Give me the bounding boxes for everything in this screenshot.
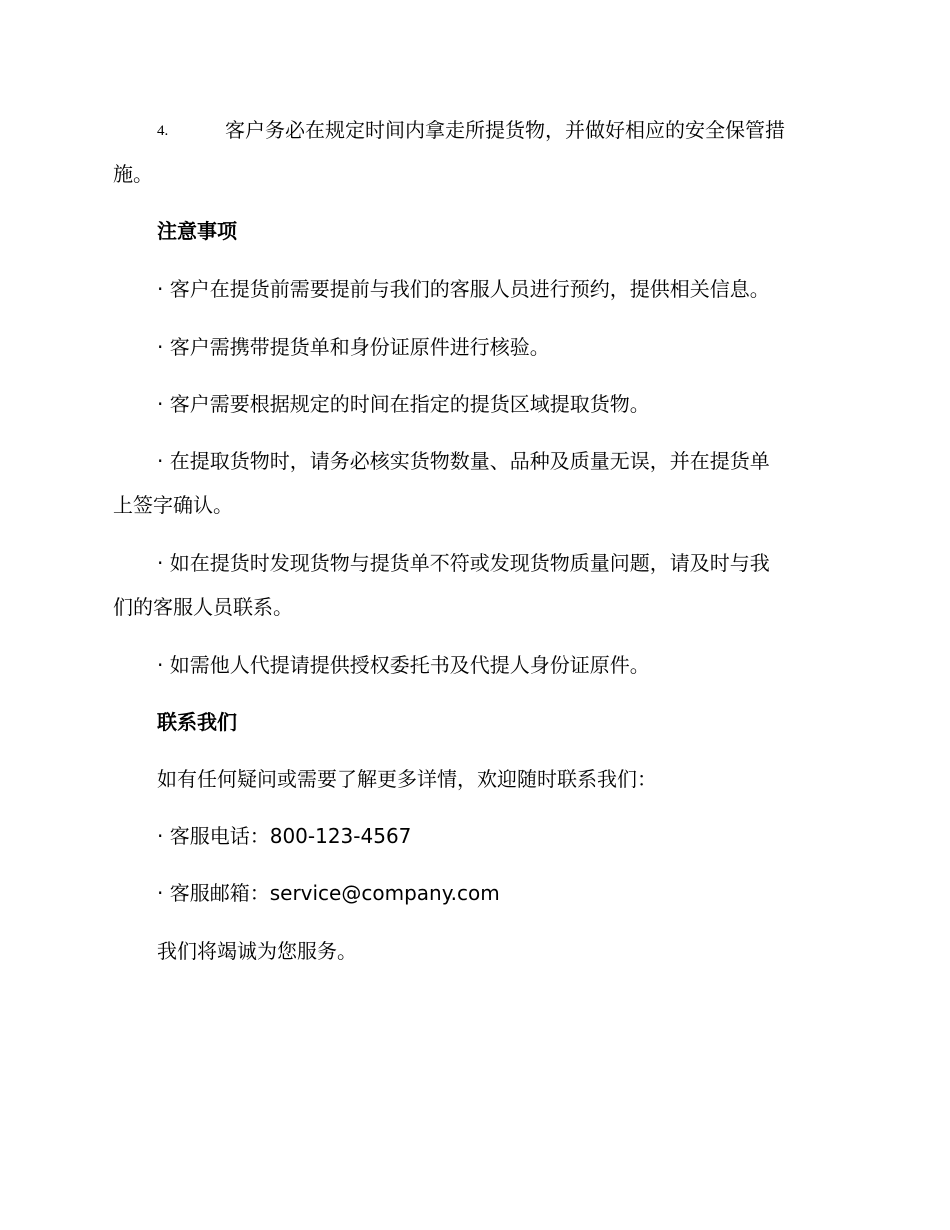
note-item-3: · 客户需要根据规定的时间在指定的提货区域提取货物。	[157, 392, 650, 416]
note-item-5-line-2: 们的客服人员联系。	[113, 595, 293, 619]
item-4-number: 4.	[157, 123, 169, 139]
item-4-line-2: 施。	[113, 162, 153, 186]
contact-phone: · 客服电话：800-123-4567	[157, 824, 412, 848]
contact-email: · 客服邮箱：service@company.com	[157, 881, 500, 905]
note-item-6: · 如需他人代提请提供授权委托书及代提人身份证原件。	[157, 653, 650, 677]
closing-text: 我们将竭诚为您服务。	[157, 939, 357, 963]
notes-heading: 注意事项	[157, 219, 237, 243]
contact-intro: 如有任何疑问或需要了解更多详情，欢迎随时联系我们：	[157, 767, 657, 791]
item-4-text: 客户务必在规定时间内拿走所提货物，并做好相应的安全保管措	[225, 118, 785, 142]
note-item-4-line-1: · 在提取货物时，请务必核实货物数量、品种及质量无误，并在提货单	[157, 449, 770, 473]
note-item-1: · 客户在提货前需要提前与我们的客服人员进行预约，提供相关信息。	[157, 277, 770, 301]
note-item-2: · 客户需携带提货单和身份证原件进行核验。	[157, 335, 550, 359]
contact-heading: 联系我们	[157, 710, 237, 734]
note-item-4-line-2: 上签字确认。	[113, 493, 233, 517]
note-item-5-line-1: · 如在提货时发现货物与提货单不符或发现货物质量问题，请及时与我	[157, 551, 770, 575]
item-4-line-1	[157, 116, 785, 145]
